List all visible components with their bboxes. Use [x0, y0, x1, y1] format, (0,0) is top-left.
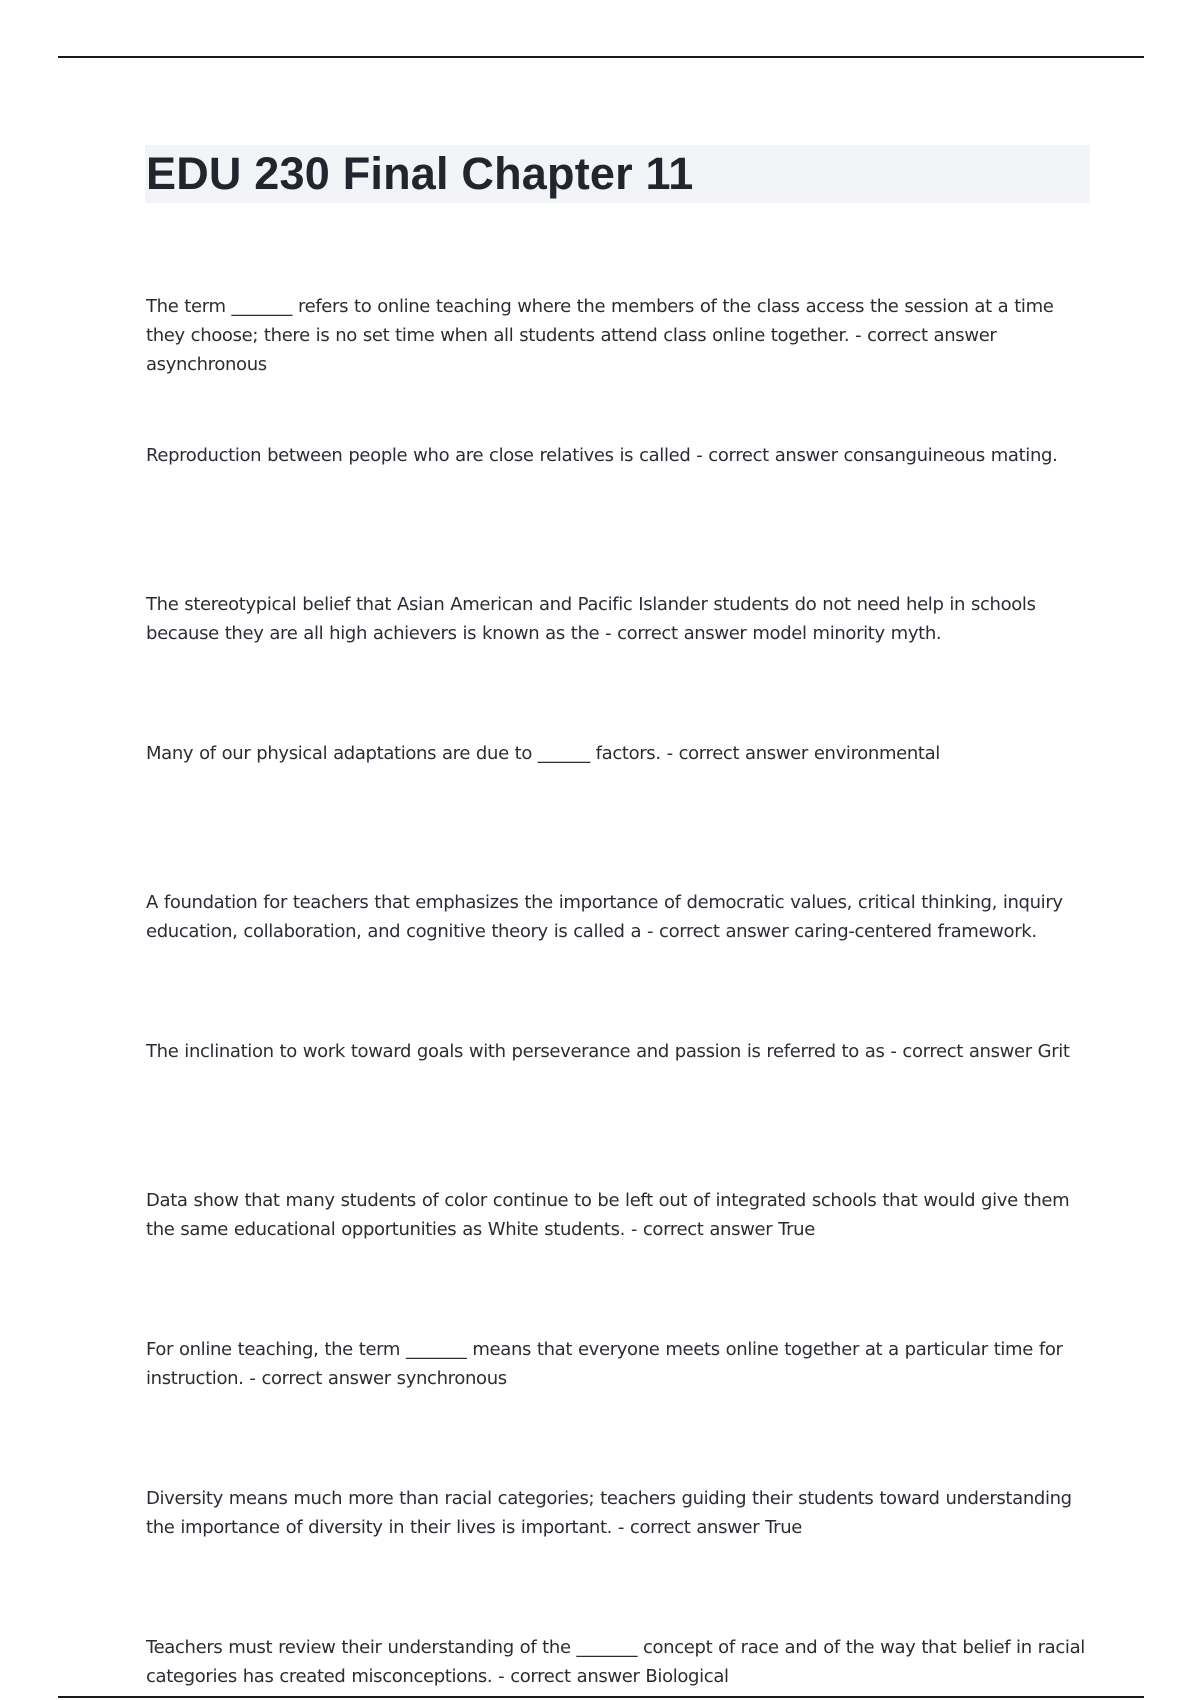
- qa-item-3: The stereotypical belief that Asian American and Pacific Islander students do not need help in schools because they are all high achievers is known as the - correct answer model minority myth.: [146, 594, 1036, 644]
- qa-item-9: Diversity means much more than racial categories; teachers guiding their students toward understanding the importance of diversity in their lives is important. - correct answer True: [146, 1488, 1072, 1538]
- bottom-rule: [58, 1696, 1144, 1698]
- qa-item-2: Reproduction between people who are close relatives is called - correct answer consanguineous mating.: [146, 445, 1058, 466]
- qa-item-6: The inclination to work toward goals with perseverance and passion is referred to as - correct answer Grit: [146, 1041, 1070, 1062]
- qa-item-10: Teachers must review their understanding of the _______ concept of race and of the way that belief in racial categories has created misconceptions. - correct answer Biological: [146, 1637, 1085, 1687]
- qa-item-1: The term _______ refers to online teaching where the members of the class access the session at a time they choose; there is no set time when all students attend class online together. - correct answer asynchronous: [146, 296, 1054, 375]
- qa-item-7: Data show that many students of color continue to be left out of integrated schools that would give them the same educational opportunities as White students. - correct answer True: [146, 1190, 1070, 1240]
- top-rule: [58, 56, 1144, 58]
- page-title: EDU 230 Final Chapter 11: [146, 148, 694, 199]
- qa-item-8: For online teaching, the term _______ means that everyone meets online together at a particular time for instruction. - correct answer synchronous: [146, 1339, 1063, 1389]
- qa-item-4: Many of our physical adaptations are due to ______ factors. - correct answer environmental: [146, 743, 940, 764]
- qa-item-5: A foundation for teachers that emphasizes the importance of democratic values, critical thinking, inquiry education, collaboration, and cognitive theory is called a - correct answer caring-centered framework.: [146, 892, 1063, 942]
- qa-list: [146, 292, 1096, 1693]
